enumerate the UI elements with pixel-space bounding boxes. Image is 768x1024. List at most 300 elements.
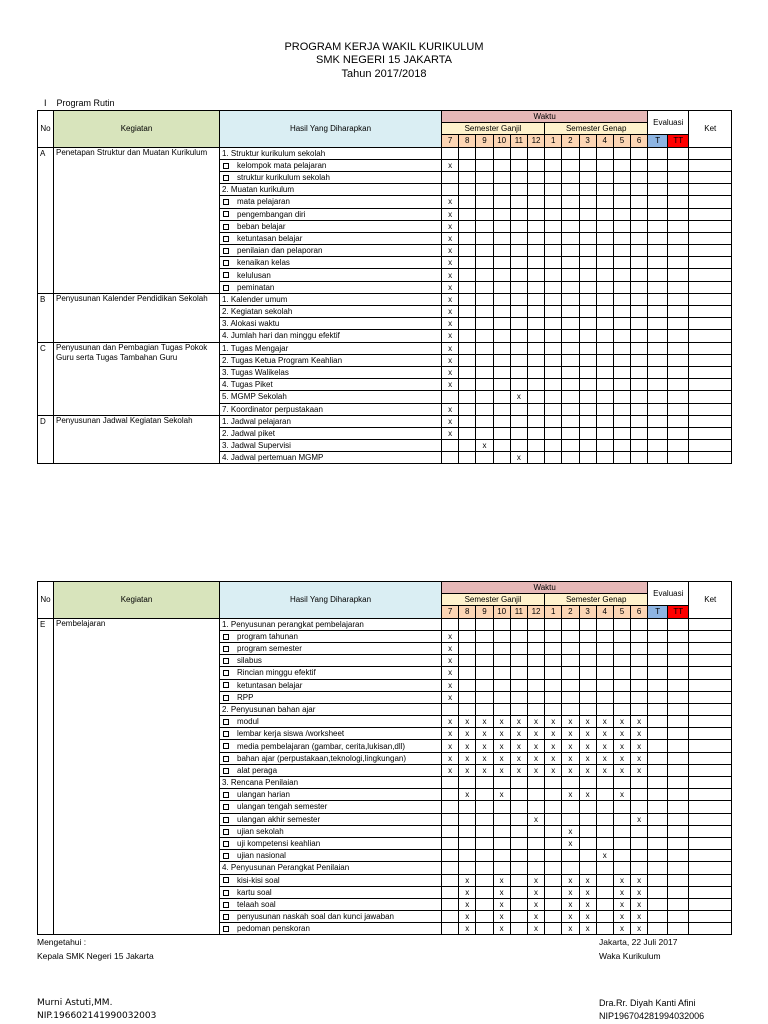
month-cell — [579, 415, 596, 427]
month-cell — [527, 391, 544, 403]
month-cell — [579, 427, 596, 439]
month-cell — [459, 342, 476, 354]
month-cell — [493, 679, 510, 691]
month-cell: x — [442, 764, 459, 776]
result-text: modul — [237, 717, 259, 727]
month-cell — [596, 427, 613, 439]
month-cell: x — [459, 874, 476, 886]
expected-result — [220, 318, 442, 330]
expected-result — [220, 171, 442, 183]
month-cell — [476, 379, 493, 391]
month-header: 9 — [476, 135, 493, 147]
result-text: 1. Tugas Mengajar — [222, 343, 289, 353]
month-cell — [545, 825, 562, 837]
result-text: 4. Jadwal pertemuan MGMP — [222, 453, 324, 463]
month-cell — [493, 354, 510, 366]
month-cell — [510, 898, 527, 910]
month-cell — [613, 306, 630, 318]
month-cell — [476, 777, 493, 789]
evaluation-cell — [648, 716, 668, 728]
month-cell — [527, 825, 544, 837]
result-text: 7. Koordinator perpustakaan — [222, 404, 323, 414]
month-cell — [596, 862, 613, 874]
month-cell — [527, 293, 544, 305]
evaluation-cell — [668, 813, 689, 825]
evaluation-cell — [648, 208, 668, 220]
month-cell — [596, 452, 613, 464]
month-cell — [613, 281, 630, 293]
expected-result — [220, 837, 442, 849]
column-header-semester-ganjil: Semester Ganjil — [442, 594, 545, 606]
month-cell — [493, 257, 510, 269]
checkbox-bullet-icon — [223, 877, 229, 883]
month-cell: x — [613, 716, 630, 728]
month-cell: x — [631, 911, 648, 923]
month-cell — [442, 171, 459, 183]
month-cell — [596, 281, 613, 293]
month-cell — [493, 618, 510, 630]
month-cell — [596, 196, 613, 208]
group-activity: Pembelajaran — [54, 618, 220, 935]
month-cell — [631, 366, 648, 378]
month-cell — [613, 208, 630, 220]
month-cell: x — [442, 728, 459, 740]
month-cell: x — [493, 911, 510, 923]
month-cell: x — [510, 716, 527, 728]
month-cell — [476, 813, 493, 825]
expected-result — [220, 728, 442, 740]
evaluation-cell — [648, 257, 668, 269]
month-cell — [459, 415, 476, 427]
month-cell — [631, 850, 648, 862]
month-cell: x — [596, 716, 613, 728]
result-text: ujian nasional — [237, 851, 286, 861]
month-cell — [527, 147, 544, 159]
month-cell: x — [631, 740, 648, 752]
month-cell: x — [562, 923, 579, 935]
evaluation-cell — [668, 923, 689, 935]
month-cell: x — [527, 886, 544, 898]
evaluation-cell — [648, 898, 668, 910]
evaluation-cell — [668, 740, 689, 752]
month-cell — [596, 184, 613, 196]
evaluation-cell — [648, 342, 668, 354]
month-cell — [579, 777, 596, 789]
month-cell — [545, 679, 562, 691]
checkbox-bullet-icon — [223, 211, 229, 217]
result-text: 1. Kalender umum — [222, 294, 288, 304]
month-cell: x — [545, 740, 562, 752]
month-cell — [631, 630, 648, 642]
month-cell — [459, 667, 476, 679]
month-cell — [493, 184, 510, 196]
month-cell — [545, 923, 562, 935]
evaluation-cell — [668, 862, 689, 874]
note-cell — [689, 703, 732, 715]
month-cell — [596, 837, 613, 849]
month-cell — [562, 330, 579, 342]
month-cell — [596, 911, 613, 923]
month-cell — [562, 618, 579, 630]
evaluation-cell — [668, 306, 689, 318]
month-cell — [562, 777, 579, 789]
evaluation-cell — [668, 850, 689, 862]
result-text: kenaikan kelas — [237, 258, 290, 268]
month-cell — [442, 618, 459, 630]
month-cell: x — [442, 342, 459, 354]
month-cell — [596, 667, 613, 679]
month-cell: x — [579, 789, 596, 801]
note-cell — [689, 196, 732, 208]
month-cell — [510, 837, 527, 849]
month-cell: x — [527, 716, 544, 728]
month-cell — [476, 911, 493, 923]
column-header-tt: TT — [668, 135, 689, 147]
month-cell — [613, 801, 630, 813]
month-cell — [579, 318, 596, 330]
result-text: bahan ajar (perpustakaan,teknologi,lingkungan) — [237, 753, 407, 763]
month-cell — [510, 184, 527, 196]
evaluation-cell — [668, 415, 689, 427]
program-table-1 — [37, 110, 732, 464]
month-cell — [459, 366, 476, 378]
month-cell: x — [442, 379, 459, 391]
month-cell — [442, 391, 459, 403]
month-cell — [459, 171, 476, 183]
month-cell — [562, 342, 579, 354]
month-cell — [562, 281, 579, 293]
expected-result — [220, 655, 442, 667]
month-cell: x — [442, 208, 459, 220]
month-cell — [631, 196, 648, 208]
evaluation-cell — [668, 293, 689, 305]
month-cell — [631, 269, 648, 281]
checkbox-bullet-icon — [223, 853, 229, 859]
month-cell — [596, 618, 613, 630]
evaluation-cell — [648, 452, 668, 464]
month-header: 8 — [459, 606, 476, 618]
month-cell — [493, 801, 510, 813]
evaluation-cell — [668, 232, 689, 244]
expected-result — [220, 281, 442, 293]
month-cell — [527, 618, 544, 630]
principal-title: Kepala SMK Negeri 15 Jakarta — [37, 951, 154, 961]
month-cell — [493, 269, 510, 281]
month-cell — [596, 655, 613, 667]
month-cell — [613, 318, 630, 330]
checkbox-bullet-icon — [223, 817, 229, 823]
month-cell: x — [527, 911, 544, 923]
note-cell — [689, 269, 732, 281]
expected-result — [220, 452, 442, 464]
evaluation-cell — [648, 366, 668, 378]
month-cell — [527, 630, 544, 642]
column-header-waktu: Waktu — [442, 582, 648, 594]
month-cell: x — [442, 293, 459, 305]
month-cell — [476, 391, 493, 403]
month-cell — [459, 630, 476, 642]
month-cell — [493, 850, 510, 862]
month-header: 5 — [613, 135, 630, 147]
expected-result — [220, 306, 442, 318]
month-cell — [613, 257, 630, 269]
month-cell — [545, 196, 562, 208]
note-cell — [689, 208, 732, 220]
month-cell — [562, 801, 579, 813]
month-cell — [596, 330, 613, 342]
evaluation-cell — [668, 837, 689, 849]
evaluation-cell — [648, 777, 668, 789]
month-cell: x — [631, 813, 648, 825]
month-cell — [545, 208, 562, 220]
month-cell — [459, 703, 476, 715]
result-text: 5. MGMP Sekolah — [222, 392, 287, 402]
month-cell — [562, 171, 579, 183]
month-cell: x — [442, 691, 459, 703]
month-cell — [442, 886, 459, 898]
month-cell — [545, 667, 562, 679]
month-cell — [459, 679, 476, 691]
evaluation-cell — [648, 196, 668, 208]
month-cell — [631, 281, 648, 293]
month-cell: x — [562, 764, 579, 776]
group-number: A — [38, 147, 54, 293]
note-cell — [689, 159, 732, 171]
note-cell — [689, 232, 732, 244]
month-cell: x — [545, 752, 562, 764]
month-cell: x — [476, 752, 493, 764]
column-header-evaluasi: Evaluasi — [648, 582, 689, 606]
month-cell — [596, 318, 613, 330]
month-cell — [613, 862, 630, 874]
note-cell — [689, 257, 732, 269]
month-cell — [493, 630, 510, 642]
column-header-ket: Ket — [689, 582, 732, 619]
evaluation-cell — [668, 196, 689, 208]
month-cell — [562, 220, 579, 232]
month-header: 12 — [527, 606, 544, 618]
month-cell: x — [459, 764, 476, 776]
month-cell — [545, 850, 562, 862]
month-cell: x — [459, 752, 476, 764]
expected-result — [220, 679, 442, 691]
month-header: 12 — [527, 135, 544, 147]
month-cell — [527, 342, 544, 354]
month-cell — [579, 452, 596, 464]
result-text: kartu soal — [237, 887, 272, 897]
month-cell — [579, 667, 596, 679]
month-cell — [596, 825, 613, 837]
evaluation-cell — [668, 667, 689, 679]
month-cell: x — [493, 898, 510, 910]
evaluation-cell — [668, 655, 689, 667]
month-cell — [527, 330, 544, 342]
evaluation-cell — [668, 642, 689, 654]
expected-result — [220, 403, 442, 415]
expected-result — [220, 184, 442, 196]
column-header-ket: Ket — [689, 111, 732, 148]
month-cell — [510, 342, 527, 354]
month-cell: x — [493, 728, 510, 740]
month-cell — [493, 427, 510, 439]
month-header: 2 — [562, 135, 579, 147]
month-cell: x — [459, 716, 476, 728]
month-header: 11 — [510, 135, 527, 147]
result-text: ujian sekolah — [237, 826, 284, 836]
expected-result — [220, 427, 442, 439]
month-cell: x — [459, 728, 476, 740]
month-cell — [596, 703, 613, 715]
month-cell — [459, 159, 476, 171]
evaluation-cell — [668, 159, 689, 171]
evaluation-cell — [648, 850, 668, 862]
month-cell — [562, 679, 579, 691]
month-cell — [476, 630, 493, 642]
month-cell — [631, 354, 648, 366]
month-cell — [562, 245, 579, 257]
month-cell — [562, 318, 579, 330]
month-cell — [613, 379, 630, 391]
evaluation-cell — [668, 764, 689, 776]
group-number: B — [38, 293, 54, 342]
evaluation-cell — [668, 220, 689, 232]
month-cell — [459, 257, 476, 269]
note-cell — [689, 452, 732, 464]
note-cell — [689, 440, 732, 452]
month-cell — [510, 220, 527, 232]
month-cell — [613, 366, 630, 378]
checkbox-bullet-icon — [223, 792, 229, 798]
note-cell — [689, 679, 732, 691]
month-cell — [631, 159, 648, 171]
result-text: ulangan tengah semester — [237, 802, 328, 812]
month-cell — [527, 667, 544, 679]
month-cell — [459, 825, 476, 837]
month-cell: x — [476, 740, 493, 752]
evaluation-cell — [668, 728, 689, 740]
month-cell — [579, 801, 596, 813]
month-cell — [459, 147, 476, 159]
month-cell — [545, 630, 562, 642]
month-header: 6 — [631, 135, 648, 147]
checkbox-bullet-icon — [223, 658, 229, 664]
evaluation-cell — [648, 911, 668, 923]
result-text: kelulusan — [237, 270, 271, 280]
result-text: penyusunan naskah soal dan kunci jawaban — [237, 912, 395, 922]
expected-result — [220, 415, 442, 427]
month-cell — [579, 850, 596, 862]
month-cell — [510, 196, 527, 208]
evaluation-cell — [648, 184, 668, 196]
month-cell — [459, 813, 476, 825]
month-cell: x — [613, 789, 630, 801]
month-header: 10 — [493, 135, 510, 147]
month-cell — [545, 391, 562, 403]
place-date: Jakarta, 22 Juli 2017 — [599, 937, 678, 947]
evaluation-cell — [648, 703, 668, 715]
month-cell — [562, 232, 579, 244]
month-cell — [562, 184, 579, 196]
month-cell — [459, 427, 476, 439]
month-cell: x — [442, 366, 459, 378]
month-cell — [459, 452, 476, 464]
month-cell — [459, 293, 476, 305]
group-activity: Penyusunan dan Pembagian Tugas Pokok Guru serta Tugas Tambahan Guru — [54, 342, 220, 415]
month-cell — [596, 220, 613, 232]
month-cell — [631, 171, 648, 183]
result-text: ulangan akhir semester — [237, 814, 321, 824]
month-cell — [476, 667, 493, 679]
result-text: 4. Penyusunan Perangkat Penilaian — [222, 863, 350, 873]
month-cell: x — [545, 728, 562, 740]
month-cell — [596, 293, 613, 305]
result-text: media pembelajaran (gambar, cerita,lukisan,dll) — [237, 741, 406, 751]
month-cell — [631, 452, 648, 464]
month-cell — [476, 269, 493, 281]
month-cell — [510, 427, 527, 439]
evaluation-cell — [668, 911, 689, 923]
month-cell — [545, 440, 562, 452]
month-cell: x — [476, 764, 493, 776]
month-cell — [527, 306, 544, 318]
month-cell — [613, 342, 630, 354]
month-cell — [527, 415, 544, 427]
month-header: 4 — [596, 606, 613, 618]
result-text: 2. Kegiatan sekolah — [222, 307, 293, 317]
month-cell: x — [442, 630, 459, 642]
month-cell — [545, 837, 562, 849]
month-cell — [545, 777, 562, 789]
month-cell: x — [527, 740, 544, 752]
evaluation-cell — [648, 232, 668, 244]
month-cell — [545, 415, 562, 427]
month-cell: x — [442, 716, 459, 728]
checkbox-bullet-icon — [223, 902, 229, 908]
month-cell: x — [459, 898, 476, 910]
month-cell — [493, 642, 510, 654]
month-cell — [545, 147, 562, 159]
month-cell: x — [493, 764, 510, 776]
evaluation-cell — [648, 354, 668, 366]
month-cell: x — [562, 740, 579, 752]
month-cell — [613, 825, 630, 837]
month-cell — [596, 379, 613, 391]
month-cell — [493, 391, 510, 403]
month-cell — [596, 801, 613, 813]
month-cell — [579, 679, 596, 691]
month-cell — [527, 452, 544, 464]
checkbox-bullet-icon — [223, 163, 229, 169]
month-cell — [545, 618, 562, 630]
month-cell — [562, 391, 579, 403]
result-text: ketuntasan belajar — [237, 680, 303, 690]
month-header: 6 — [631, 606, 648, 618]
expected-result — [220, 898, 442, 910]
month-cell — [459, 269, 476, 281]
note-cell — [689, 740, 732, 752]
month-cell — [527, 862, 544, 874]
note-cell — [689, 618, 732, 630]
result-text: lembar kerja siswa /worksheet — [237, 729, 345, 739]
month-cell — [545, 886, 562, 898]
month-cell — [493, 318, 510, 330]
month-cell — [579, 269, 596, 281]
month-cell: x — [579, 923, 596, 935]
month-cell — [613, 427, 630, 439]
note-cell — [689, 354, 732, 366]
month-cell — [510, 789, 527, 801]
month-cell — [442, 813, 459, 825]
